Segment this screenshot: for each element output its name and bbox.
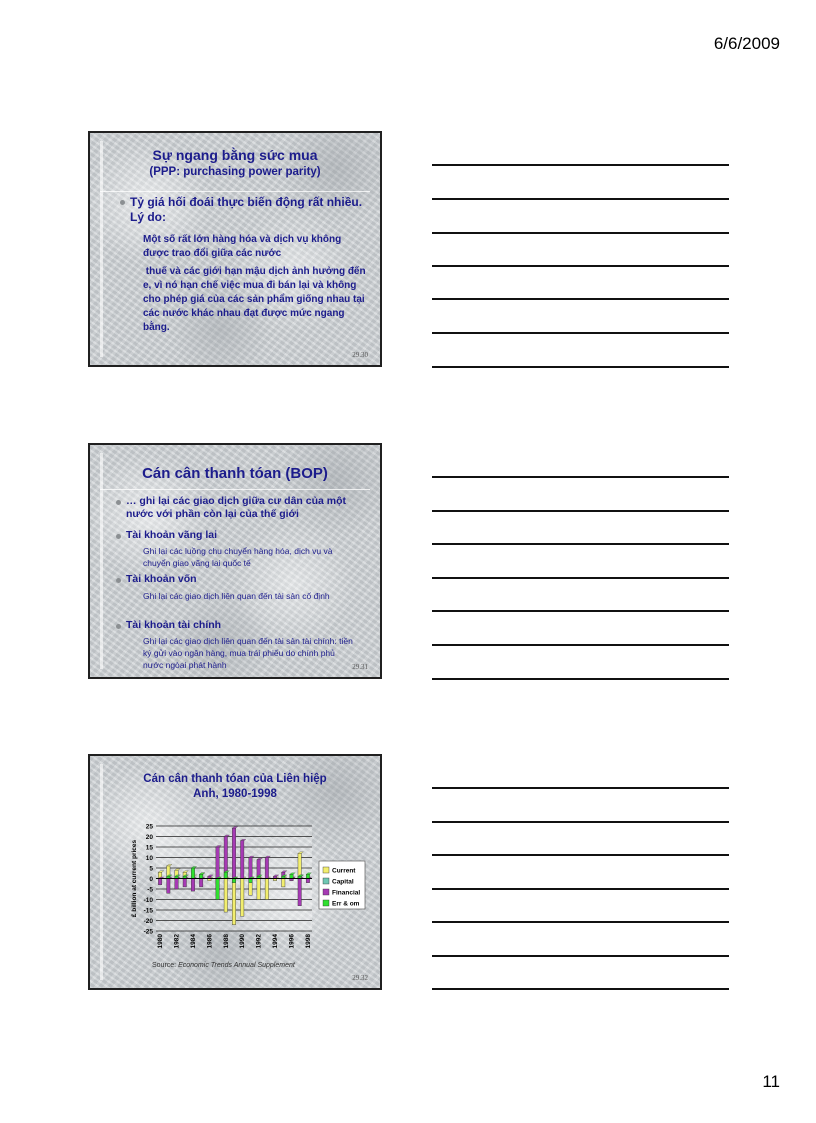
x-tick-label: 1990 [239, 934, 247, 949]
bar-financial [216, 847, 219, 879]
bullet-icon [116, 578, 121, 583]
bullet-icon [116, 624, 121, 629]
x-tick-label: 1980 [157, 934, 165, 949]
legend-swatch [323, 867, 329, 873]
legend-swatch [323, 878, 329, 884]
x-tick-label: 1992 [255, 934, 263, 949]
page-number: 11 [762, 1072, 780, 1091]
note-line [432, 164, 729, 166]
note-line [432, 232, 729, 234]
y-tick-label: -5 [147, 886, 153, 894]
x-tick-label: 1996 [288, 934, 296, 949]
bar-errom [232, 879, 235, 883]
bar-errom [191, 868, 194, 879]
bar-financial [265, 858, 268, 879]
bullet-icon [120, 200, 125, 205]
slide-bullet: Tài khoản vãng lai [126, 529, 374, 542]
y-tick-label: 15 [145, 844, 153, 852]
bar-current [240, 879, 243, 917]
note-line [432, 678, 729, 680]
bop-chart [90, 814, 380, 964]
note-line [432, 988, 729, 990]
note-line [432, 955, 729, 957]
note-line [432, 366, 729, 368]
slide-sub-point: thuế và các giới hạn mậu dịch ảnh hưởng đến e, vì nó hạn chế việc mua đi bán lại và không cho phép giá của các sản phẩm giống nhau tại các nước khác nhau đạt được mức ngang bằng. [143, 266, 369, 333]
bar-financial [306, 879, 309, 883]
y-tick-label: 20 [145, 834, 153, 841]
slide-uk-bop-chart [88, 754, 382, 990]
y-tick-label: 5 [149, 865, 153, 873]
note-line [432, 787, 729, 789]
legend-label: Financial [332, 889, 361, 897]
slide-number: 29.30 [352, 351, 368, 359]
y-tick-label: -25 [143, 928, 153, 936]
note-line [432, 510, 729, 512]
bullet-icon [116, 534, 121, 539]
x-tick-label: 1986 [206, 934, 214, 949]
y-tick-label: 0 [149, 876, 153, 883]
note-line [432, 821, 729, 823]
slide-bullet: Tài khoản vốn [126, 573, 374, 586]
bar-current [257, 879, 260, 900]
y-tick-label: 10 [145, 855, 153, 862]
slide-number: 29.32 [352, 974, 368, 982]
bar-errom [216, 879, 219, 900]
bar-financial [175, 879, 178, 890]
slide-title: Cán cân thanh tóan của Liên hiệp Anh, 1980-1998 [143, 773, 327, 800]
slide-title: Cán cân thanh tóan (BOP) [142, 465, 328, 482]
note-line [432, 265, 729, 267]
y-axis-label: £ billion at current prices [131, 839, 138, 918]
bar-current [298, 853, 301, 878]
x-tick-label: 1994 [272, 934, 280, 949]
slide-sub-point: Ghi lại các luồng chu chuyển hàng hóa, dịch vụ và chuyển giao vãng lai quốc tế [143, 546, 333, 568]
bar-errom [290, 874, 293, 878]
bar-current [224, 879, 227, 913]
slide-bop [88, 443, 382, 679]
bar-financial [298, 879, 301, 906]
slide-ppp [88, 131, 382, 367]
bar-errom [249, 879, 252, 883]
slide-sub-point: Một số rất lớn hàng hóa và dịch vụ không được trao đổi giữa các nước [143, 234, 342, 259]
note-line [432, 921, 729, 923]
slide-bullet: Tài khoản tài chính [126, 619, 374, 632]
legend-swatch [323, 900, 329, 906]
note-line [432, 888, 729, 890]
slide-divider [100, 489, 370, 490]
bar-errom [199, 874, 202, 878]
slide-sub-point: Ghi lại các giao dịch liên quan đến tài sản tài chính: tiền ký gửi vào ngân hàng, mua trái phiếu do chính phủ nước ngòai phát hành [143, 636, 353, 670]
slide-bullet: … ghi lại các giao dịch giữa cư dân của một nước với phần còn lại của thế giới [126, 495, 374, 521]
chart-source: Source: Economic Trends Annual Supplement [152, 962, 295, 969]
slide-subtitle: (PPP: purchasing power parity) [149, 166, 321, 178]
y-tick-label: -15 [143, 907, 153, 915]
note-line [432, 854, 729, 856]
note-line [432, 298, 729, 300]
slide-number: 29.31 [352, 663, 368, 671]
bar-financial [167, 879, 170, 894]
bar-errom [224, 872, 227, 878]
bar-current [232, 879, 235, 925]
bar-financial [199, 879, 202, 887]
slide-title: Sự ngang bằng sức mua [152, 147, 318, 163]
x-tick-label: 1988 [222, 934, 230, 949]
bar-financial [183, 879, 186, 887]
legend-label: Capital [332, 878, 354, 886]
bar-financial [191, 879, 194, 892]
y-tick-label: -10 [143, 897, 153, 904]
note-line [432, 198, 729, 200]
note-line [432, 577, 729, 579]
bar-financial [249, 858, 252, 879]
x-tick-label: 1982 [173, 934, 181, 949]
note-line [432, 332, 729, 334]
y-tick-label: 25 [145, 823, 153, 831]
bar-financial [240, 841, 243, 879]
bar-current [265, 879, 268, 900]
bar-errom [306, 874, 309, 878]
y-tick-label: -20 [143, 918, 153, 925]
slide-decoration [100, 453, 103, 669]
slide-bullet: Tỷ giá hối đoái thực biến động rất nhiều. Lý do: [130, 195, 370, 225]
note-line [432, 644, 729, 646]
note-line [432, 476, 729, 478]
page-date: 6/6/2009 [713, 34, 780, 53]
legend-label: Current [332, 867, 356, 875]
note-line [432, 543, 729, 545]
legend-swatch [323, 889, 329, 895]
x-tick-label: 1998 [304, 934, 312, 949]
bar-financial [158, 879, 161, 885]
x-tick-label: 1984 [189, 934, 197, 949]
bar-financial [232, 828, 235, 878]
note-line [432, 610, 729, 612]
bar-current [282, 879, 285, 887]
legend-label: Err & om [332, 900, 360, 908]
slide-sub-point: Ghi lại các giao dịch liên quan đến tài sản cố định [143, 591, 330, 601]
bullet-icon [116, 500, 121, 505]
slide-divider [100, 191, 370, 192]
